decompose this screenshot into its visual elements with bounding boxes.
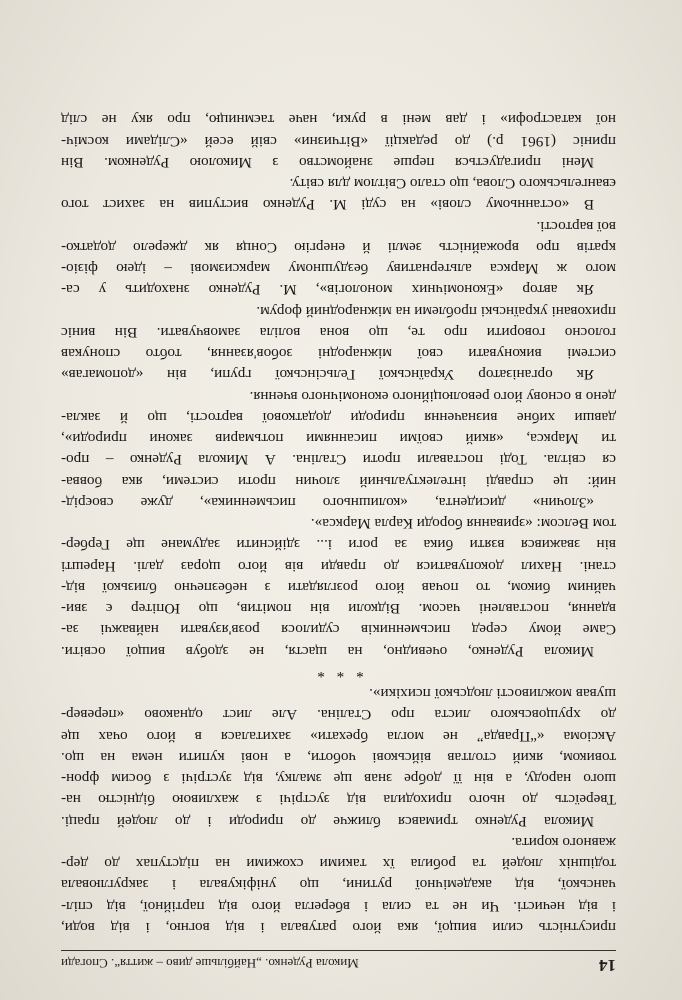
text-line: кратів про врожайність землі й енергію Сонця як джерело додатко- [61,239,616,256]
text-line: євангельського Слова, що стало Світлом для світу. [289,175,616,193]
text-line: стані. Нахил докопуватися до правди вів його щораз далі. Нарешті [61,557,616,575]
text-line: чанської, від академічної рутини, що уніфікувала і закруглювала [61,876,616,894]
text-line: Микола Руденко тримався ближче до природи і до людей праці. [61,812,594,830]
text-line: чайним биком, то почав його розглядати з небезпечно близької від- [61,579,616,596]
text-line: товиком, який столтав військові чоботи, а нові купити нема на що. [61,749,616,766]
text-line: Як автор «Економічних монологів», М. Руденко знаходить у са- [61,281,594,299]
text-line: ної катастрофи» і дав мені в руки, наче таємницю, про яку не слід [61,111,616,129]
text-line: дено в основу його революційного економічного вчення. [249,387,616,405]
text-line: ти Маркса, «який своїми писаннями потьмарив закони природи», [61,430,616,448]
text-line: системі виконувати свої міжнародні зобов'язання, тобто спонукав [61,345,616,363]
text-line: приховані українські проблеми на міжнародний форум. [256,302,616,320]
text-line: Аксіома «“Правда” не могла брехати» захиталася в його очах ще [61,727,616,745]
text-line: тодішніх людей та робила їх такими схожими на підступах до дер- [61,855,616,873]
text-line: голосно говорити про те, що вона воліла замовчувати. Він виніс [61,324,616,341]
text-line: ний: це справді інтелектуальний злочин проти системи, яка бовва- [61,472,616,490]
text-line: приніс (1961 р.) до редакції «Вітчизни» свій есей «Слідами косміч- [61,132,616,150]
page-number: 14 [599,956,616,975]
body-text [61,109,616,938]
text-line: ся світла. Тоді поставали проти Сталіна. А Микола Руденко – про- [61,451,616,469]
text-line: він зважився взяти бика за роги і... здійснити задумане ще Гербер- [61,536,616,554]
text-line: Твереїсть до нього приходила від зустрічі з жахливою бідністю на- [61,791,616,809]
text-line: вдання, поставлені часом. Відколи він помітив, що Юпітер є зви- [61,600,616,618]
section-separator: * * * [313,664,364,681]
text-line: «Злочин» дисидента, «колишнього письменника», дуже своєрід- [61,494,594,511]
text-line: вої вартості. [536,217,616,235]
text-line: том Велсом: «зривання бороди Карла Маркса». [310,515,616,533]
text-line: Мені пригадується перше знайомство з Миколою Руденком. Він [61,154,594,171]
text-line: шого народу, а він її добре знав ще змалку, від зустрічі з босим фрон- [61,770,616,788]
text-line: присутність сили вищої, яка його ратувала і від вогню, і від води, [61,919,616,936]
text-line: Саме йому серед письменників судилося розв'язувати найважчі за- [61,621,616,639]
running-title: Микола Руденко. „Найбільше диво – життя“. Спогади [61,956,359,971]
text-line: жавного корита. [511,834,616,851]
text-line: шував можливості людської психіки». [369,685,616,703]
text-line: мого ж Маркса альтернативу бездушному марксизмові – ідею фізіо- [61,260,616,278]
text-line: В «останньому слові» на суді М. Руденко виступив на захист того [61,196,594,214]
text-line: Микола Руденко, очевидно, на щастя, не здобув вищої освіти. [61,642,594,660]
text-line: давши хибне визначення природи додаткової вартості, що й закла- [61,409,616,426]
running-header [61,950,616,977]
text-line: і від нечисті. Чи не та сила і вберегла його від партійної, від спіл- [61,897,616,915]
text-line: до хрущовського листа про Сталіна. Але лист однаково «перевер- [61,706,616,724]
text-line: Як організатор Української Гельсінської групи, він «допомагав» [61,366,594,384]
